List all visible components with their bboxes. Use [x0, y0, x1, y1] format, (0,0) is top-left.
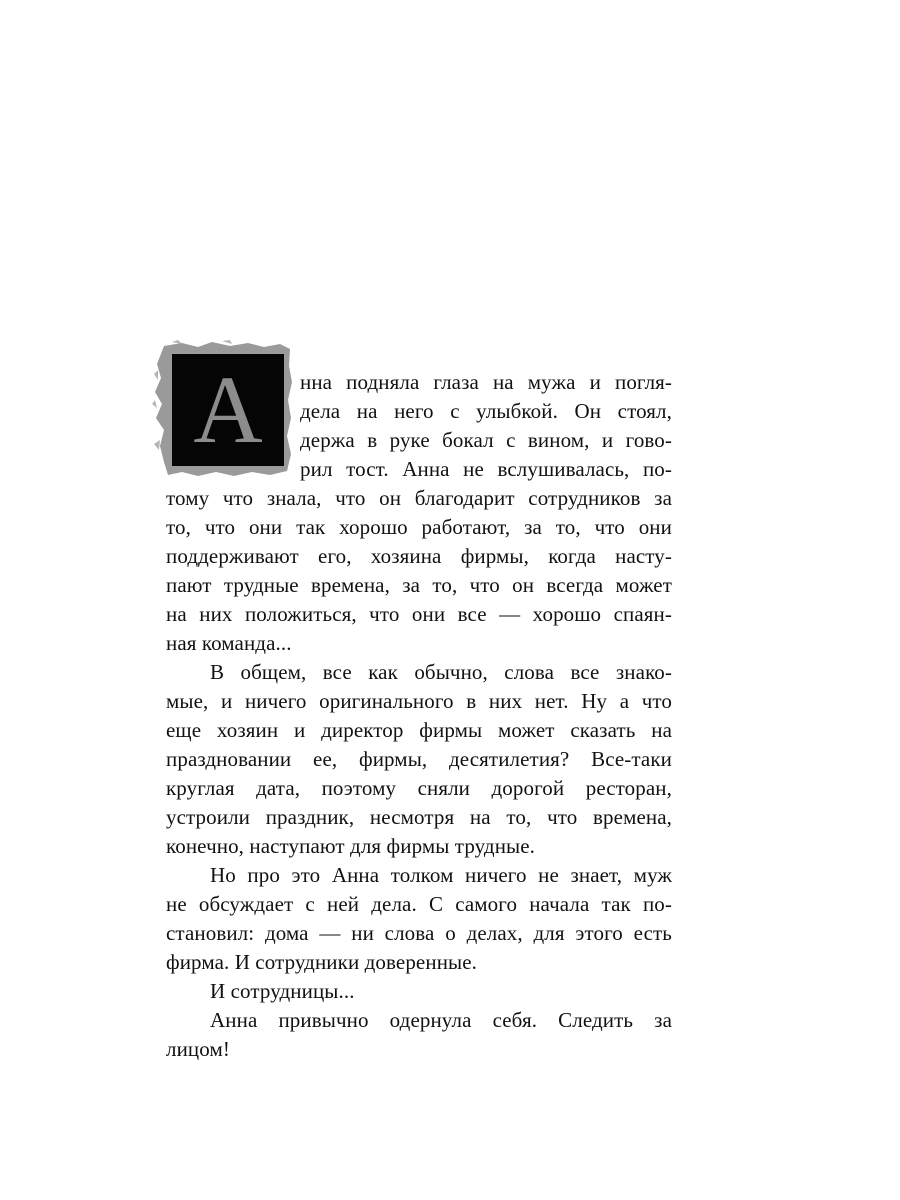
text-line: становил: дома — ни слова о делах, для этого есть: [166, 921, 672, 945]
text-line: лицом!: [166, 1037, 230, 1061]
text-line: дела на него с улыбкой. Он стоял,: [300, 399, 672, 423]
text-line: праздновании ее, фирмы, десятилетия? Все-таки: [166, 747, 672, 771]
text-line: И сотрудницы...: [210, 979, 355, 1003]
text-line: ная команда...: [166, 631, 292, 655]
text-line: тому что знала, что он благодарит сотрудников за: [166, 486, 672, 510]
text-line: конечно, наступают для фирмы трудные.: [166, 834, 536, 858]
text-line: устроили праздник, несмотря на то, что времена,: [166, 805, 672, 829]
text-line: Но про это Анна толком ничего не знает, муж: [210, 863, 672, 887]
text-line: В общем, все как обычно, слова все знако-: [210, 660, 672, 684]
text-line: пают трудные времена, за то, что он всегда может: [166, 573, 672, 597]
drop-cap-letter: А: [193, 356, 263, 463]
text-line: рил тост. Анна не вслушивалась, по-: [300, 457, 672, 481]
text-line: нна подняла глаза на мужа и погля-: [300, 370, 672, 394]
text-line: мые, и ничего оригинального в них нет. Ну а что: [166, 689, 672, 713]
text-line: поддерживают его, хозяина фирмы, когда насту-: [166, 544, 672, 568]
text-line: фирма. И сотрудники доверенные.: [166, 950, 478, 974]
text-line: Анна привычно одернула себя. Следить за: [210, 1008, 672, 1032]
text-line: на них положиться, что они все — хорошо спаян-: [166, 602, 672, 626]
text-line: еще хозяин и директор фирмы может сказать на: [166, 718, 672, 742]
text-line: то, что они так хорошо работают, за то, что они: [166, 515, 672, 539]
text-line: держа в руке бокал с вином, и гово-: [300, 428, 672, 452]
drop-cap-frame: [152, 340, 298, 478]
text-line: не обсуждает с ней дела. С самого начала так по-: [166, 892, 672, 916]
drop-cap: [152, 340, 298, 478]
text-line: круглая дата, поэтому сняли дорогой ресторан,: [166, 776, 672, 800]
